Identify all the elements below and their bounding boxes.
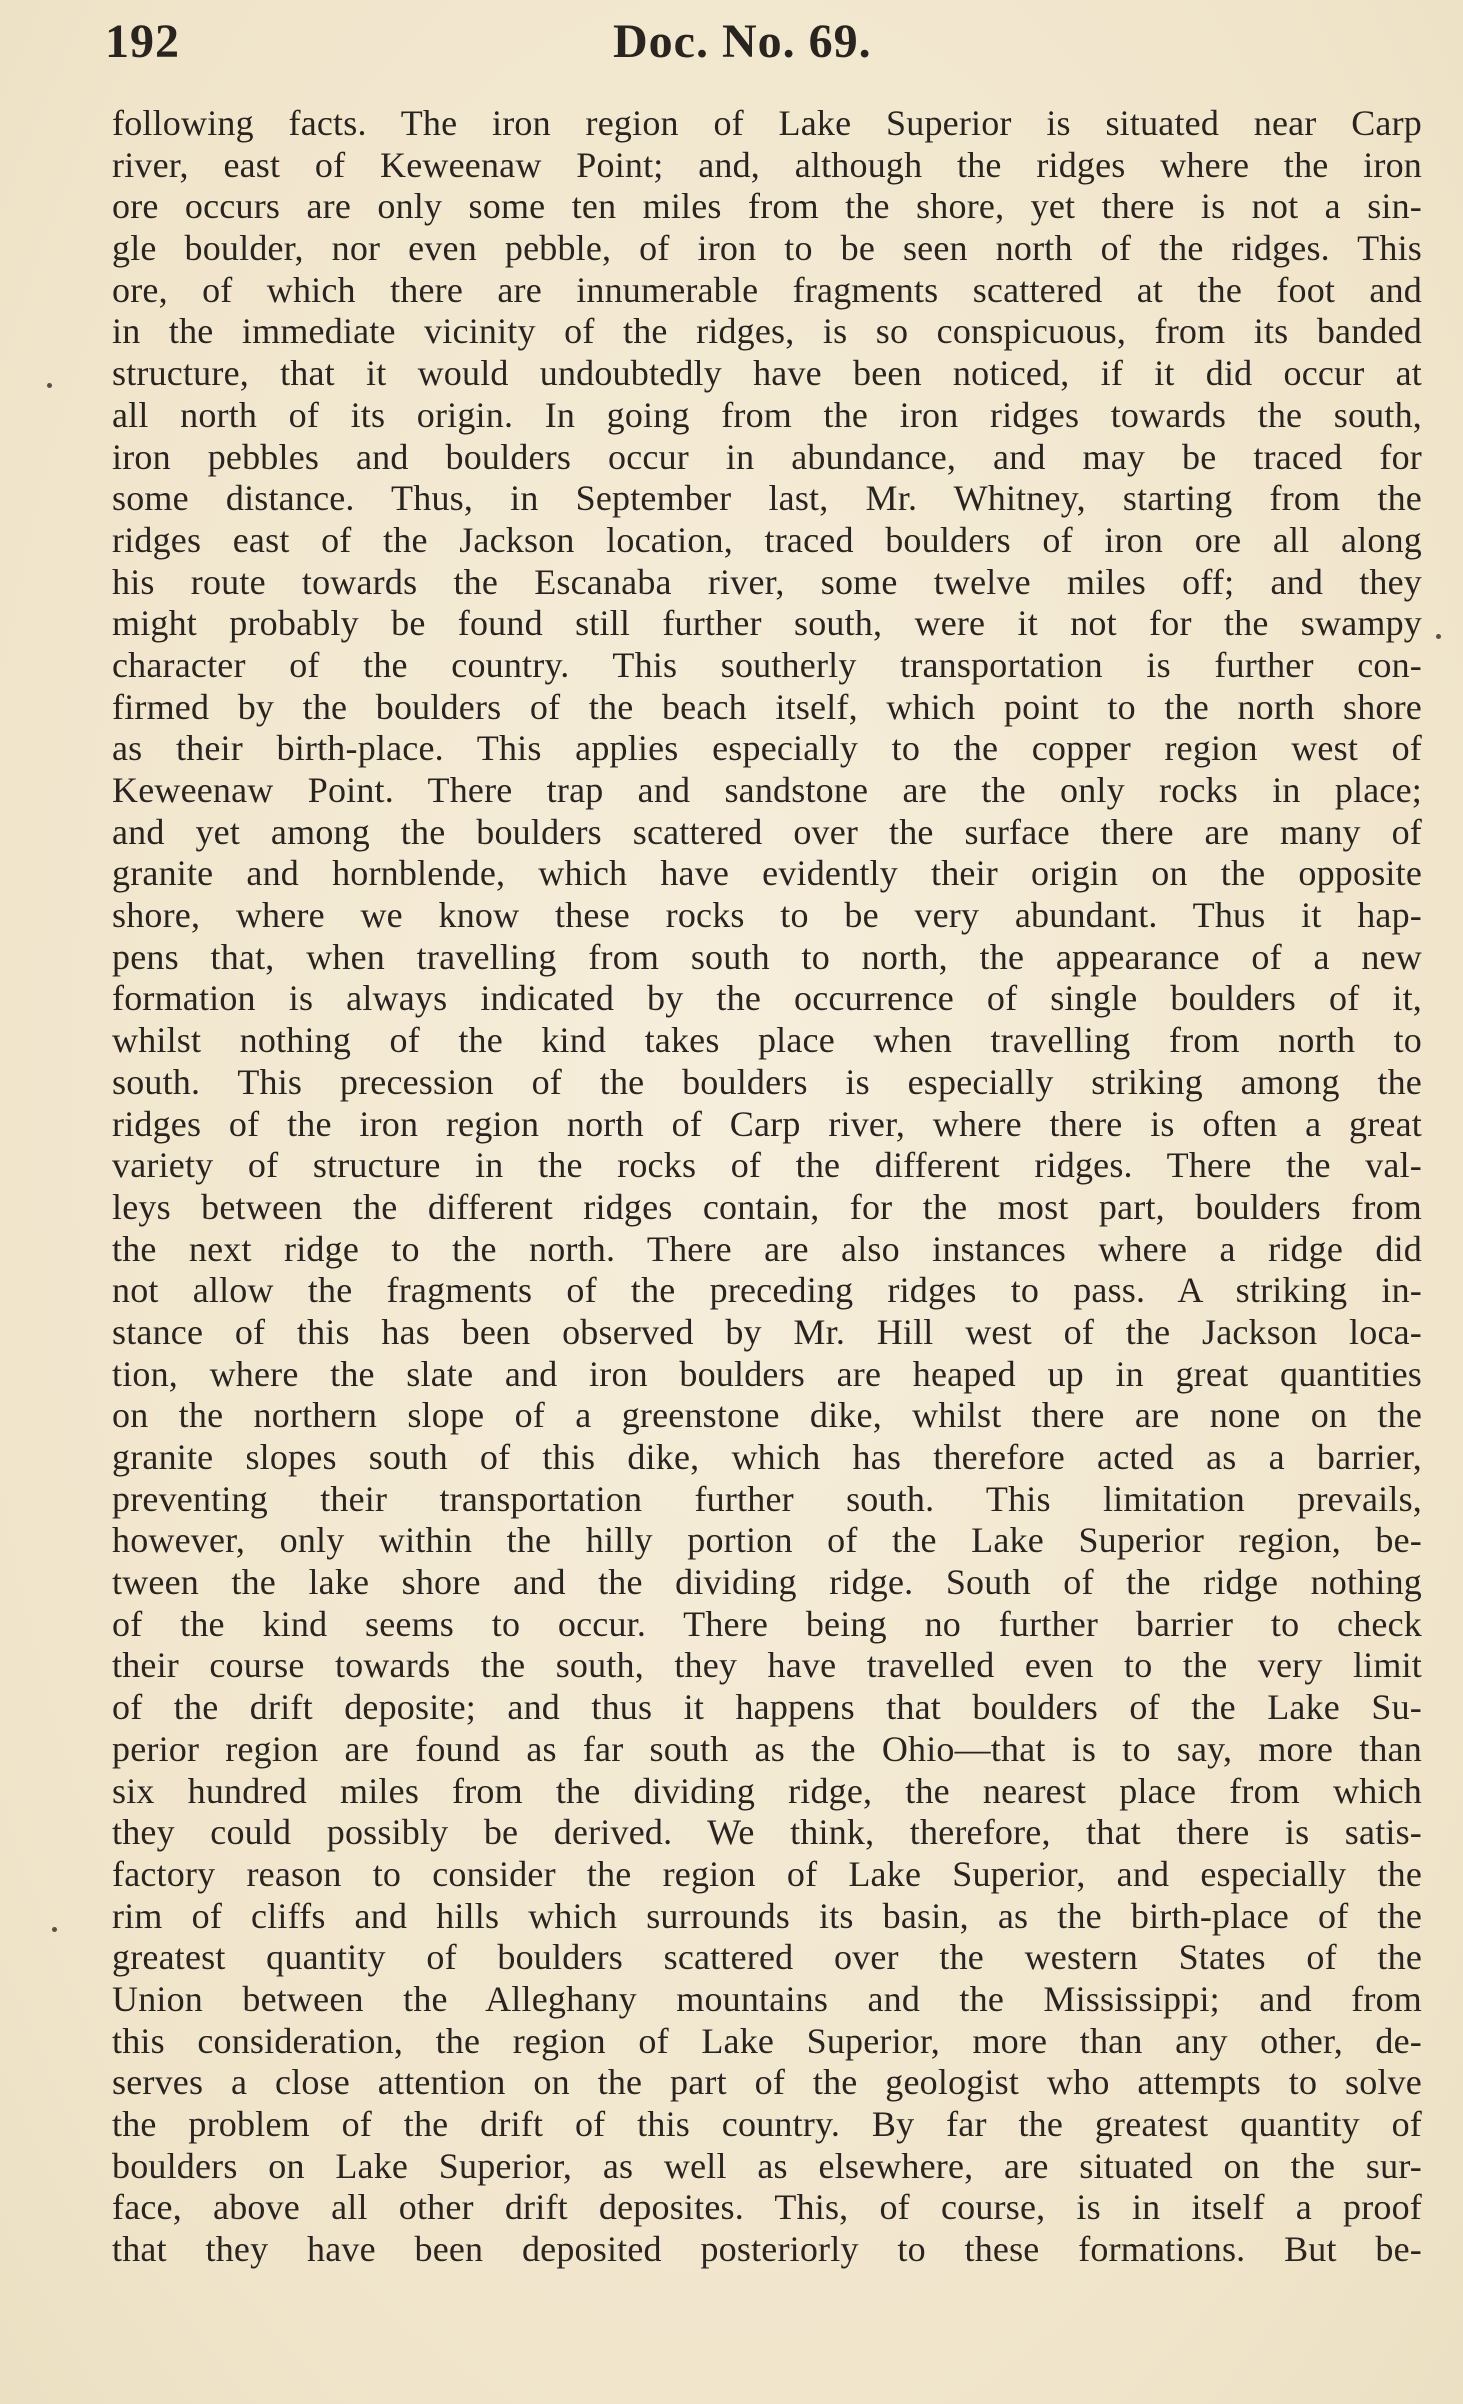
text-line: face, above all other drift deposites. This, of course, is in itself a proof — [112, 2187, 1422, 2228]
text-line: they could possibly be derived. We think, therefore, that there is satis- — [112, 1812, 1422, 1853]
text-line: his route towards the Escanaba river, some twelve miles off; and they — [112, 561, 1422, 602]
text-line: stance of this has been observed by Mr. Hill west of the Jackson loca- — [112, 1311, 1422, 1352]
text-line: and yet among the boulders scattered over the surface there are many of — [112, 811, 1422, 852]
text-line: on the northern slope of a greenstone dike, whilst there are none on the — [112, 1395, 1422, 1436]
text-line: in the immediate vicinity of the ridges, is so conspicuous, from its banded — [112, 311, 1422, 352]
text-line: ridges of the iron region north of Carp river, where there is often a great — [112, 1103, 1422, 1144]
text-line: perior region are found as far south as the Ohio—that is to say, more than — [112, 1728, 1422, 1769]
text-line: factory reason to consider the region of Lake Superior, and especially the — [112, 1853, 1422, 1894]
text-line: all north of its origin. In going from the iron ridges towards the south, — [112, 394, 1422, 435]
text-line: ore, of which there are innumerable fragments scattered at the foot and — [112, 269, 1422, 310]
text-line: the problem of the drift of this country. By far the greatest quantity of — [112, 2104, 1422, 2144]
text-line: granite slopes south of this dike, which has therefore acted as a barrier, — [112, 1437, 1422, 1477]
running-head: Doc. No. 69. — [613, 15, 872, 68]
margin-mark — [52, 1927, 57, 1932]
text-line: their course towards the south, they have travelled even to the very limit — [112, 1645, 1422, 1686]
text-line: of the drift deposite; and thus it happens that boulders of the Lake Su- — [112, 1687, 1422, 1728]
text-line: tween the lake shore and the dividing ridge. South of the ridge nothing — [112, 1562, 1422, 1603]
page-number: 192 — [105, 15, 180, 68]
margin-mark — [1436, 634, 1441, 639]
margin-mark — [47, 383, 52, 388]
text-line: leys between the different ridges contain, for the most part, boulders from — [112, 1186, 1422, 1227]
text-line: iron pebbles and boulders occur in abundance, and may be traced for — [112, 436, 1422, 477]
page-header — [105, 14, 1355, 74]
text-line: the next ridge to the north. There are also instances where a ridge did — [112, 1228, 1422, 1269]
text-line: that they have been deposited posteriorly to these formations. But be- — [112, 2229, 1422, 2270]
text-line: rim of cliffs and hills which surrounds its basin, as the birth-place of the — [112, 1895, 1422, 1936]
text-line: of the kind seems to occur. There being no further barrier to check — [112, 1603, 1422, 1644]
text-line: as their birth-place. This applies especially to the copper region west of — [112, 728, 1422, 769]
text-line: variety of structure in the rocks of the different ridges. There the val- — [112, 1145, 1422, 1186]
text-line: this consideration, the region of Lake Superior, more than any other, de- — [112, 2020, 1422, 2061]
text-line: Union between the Alleghany mountains and the Mississippi; and from — [112, 1978, 1422, 2019]
text-line: not allow the fragments of the preceding ridges to pass. A striking in- — [112, 1270, 1422, 1311]
text-line: ridges east of the Jackson location, traced boulders of iron ore all along — [112, 519, 1422, 560]
text-line: structure, that it would undoubtedly have been noticed, if it did occur at — [112, 353, 1422, 394]
text-line: character of the country. This southerly transportation is further con- — [112, 644, 1422, 685]
text-line: granite and hornblende, which have evidently their origin on the opposite — [112, 853, 1422, 894]
text-line: south. This precession of the boulders is especially striking among the — [112, 1061, 1422, 1102]
text-line: might probably be found still further south, were it not for the swampy — [112, 603, 1422, 644]
text-line: river, east of Keweenaw Point; and, although the ridges where the iron — [112, 144, 1422, 185]
text-line: preventing their transportation further south. This limitation prevails, — [112, 1478, 1422, 1519]
text-line: formation is always indicated by the occurrence of single boulders of it, — [112, 978, 1422, 1019]
text-line: gle boulder, nor even pebble, of iron to be seen north of the ridges. This — [112, 228, 1422, 269]
text-line: whilst nothing of the kind takes place when travelling from north to — [112, 1020, 1422, 1061]
text-line: Keweenaw Point. There trap and sandstone are the only rocks in place; — [112, 770, 1422, 810]
text-line: serves a close attention on the part of the geologist who attempts to solve — [112, 2062, 1422, 2103]
body-text — [112, 103, 1422, 2271]
text-line: greatest quantity of boulders scattered over the western States of the — [112, 1937, 1422, 1978]
text-line: firmed by the boulders of the beach itself, which point to the north shore — [112, 686, 1422, 727]
text-line: however, only within the hilly portion of the Lake Superior region, be- — [112, 1520, 1422, 1561]
text-line: following facts. The iron region of Lake Superior is situated near Carp — [112, 103, 1422, 143]
text-line: shore, where we know these rocks to be very abundant. Thus it hap- — [112, 895, 1422, 936]
text-line: tion, where the slate and iron boulders are heaped up in great quantities — [112, 1353, 1422, 1394]
text-line: ore occurs are only some ten miles from the shore, yet there is not a sin- — [112, 186, 1422, 227]
text-line: six hundred miles from the dividing ridge, the nearest place from which — [112, 1770, 1422, 1811]
text-line: boulders on Lake Superior, as well as elsewhere, are situated on the sur- — [112, 2145, 1422, 2186]
text-line: some distance. Thus, in September last, Mr. Whitney, starting from the — [112, 478, 1422, 519]
text-line: pens that, when travelling from south to north, the appearance of a new — [112, 936, 1422, 977]
